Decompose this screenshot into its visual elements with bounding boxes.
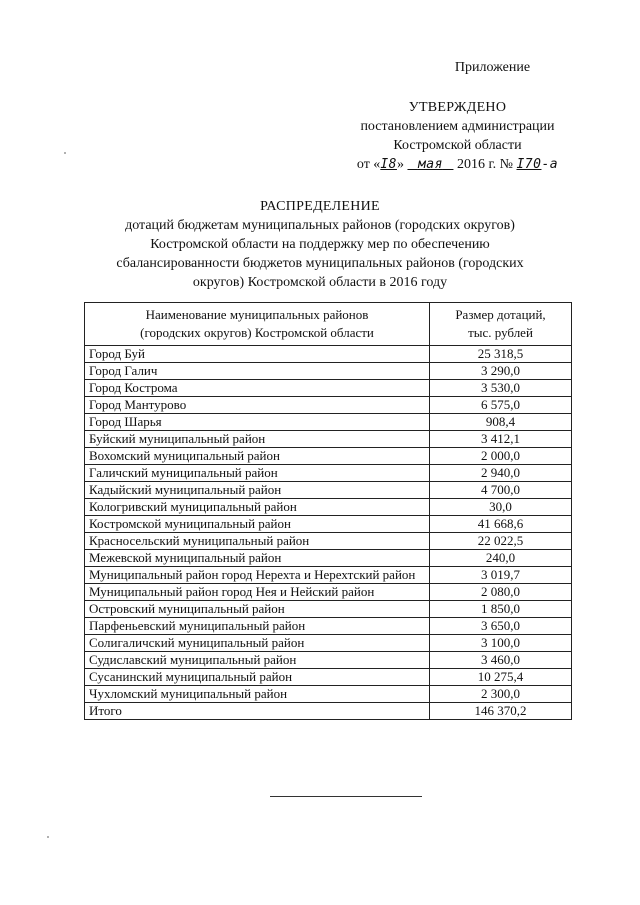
row-value: 2 300,0 [430, 686, 572, 703]
row-value: 3 530,0 [430, 380, 572, 397]
row-value: 3 019,7 [430, 567, 572, 584]
row-name: Город Мантурово [85, 397, 430, 414]
row-value: 3 650,0 [430, 618, 572, 635]
table-row [85, 431, 572, 448]
row-name: Муниципальный район город Нея и Нейский район [85, 584, 430, 601]
row-value: 2 000,0 [430, 448, 572, 465]
row-value: 3 460,0 [430, 652, 572, 669]
title-line-4: округов) Костромской области в 2016 году [192, 275, 448, 290]
title-heading: РАСПРЕДЕЛЕНИЕ [260, 199, 380, 214]
row-name: Город Галич [85, 363, 430, 380]
row-name: Межевской муниципальный район [85, 550, 430, 567]
table-row [85, 482, 572, 499]
row-value: 2 080,0 [430, 584, 572, 601]
title-line-2: Костромской области на поддержку мер по обеспечению [150, 237, 490, 252]
table-row [85, 363, 572, 380]
row-value: 30,0 [430, 499, 572, 516]
table-row [85, 516, 572, 533]
table-header-row [85, 303, 572, 346]
row-name: Вохомский муниципальный район [85, 448, 430, 465]
header-name-column [85, 303, 430, 346]
approved-heading: УТВЕРЖДЕНО [408, 100, 507, 115]
table-row [85, 550, 572, 567]
row-value: 6 575,0 [430, 397, 572, 414]
row-value: 3 290,0 [430, 363, 572, 380]
table-row [85, 397, 572, 414]
document-number-suffix: -а [541, 157, 559, 172]
date-month [407, 157, 453, 172]
table-row [85, 601, 572, 618]
row-name: Город Шарья [85, 414, 430, 431]
row-name: Островский муниципальный район [85, 601, 430, 618]
distribution-table [84, 302, 572, 720]
scan-speck [64, 152, 66, 154]
table-row [85, 635, 572, 652]
approval-line-2: Костромской области [393, 138, 522, 153]
header-value-line-1: Размер дотаций, [455, 307, 546, 322]
table-row [85, 652, 572, 669]
row-name: Костромской муниципальный район [85, 516, 430, 533]
row-name: Кадыйский муниципальный район [85, 482, 430, 499]
date-mid: » [396, 157, 408, 172]
date-day: I8 [380, 157, 397, 172]
table-row [85, 567, 572, 584]
appendix-label: Приложение [454, 60, 531, 75]
table-row [85, 618, 572, 635]
row-value: 22 022,5 [430, 533, 572, 550]
row-name: Чухломский муниципальный район [85, 686, 430, 703]
row-name: Муниципальный район город Нерехта и Нерехтский район [85, 567, 430, 584]
row-value: 1 850,0 [430, 601, 572, 618]
total-value: 146 370,2 [430, 703, 572, 720]
table-row [85, 499, 572, 516]
row-value: 4 700,0 [430, 482, 572, 499]
approval-line-1: постановлением администрации [360, 119, 555, 134]
row-name: Галичский муниципальный район [85, 465, 430, 482]
footer-rule [270, 796, 422, 797]
row-name: Парфеньевский муниципальный район [85, 618, 430, 635]
total-label: Итого [85, 703, 430, 720]
row-name: Город Буй [85, 346, 430, 363]
table-row [85, 448, 572, 465]
table-row [85, 584, 572, 601]
row-name: Кологривский муниципальный район [85, 499, 430, 516]
title-line-3: сбалансированности бюджетов муниципальных районов (городских [116, 256, 524, 271]
table-row [85, 380, 572, 397]
title-line-1: дотаций бюджетам муниципальных районов (городских округов) [125, 218, 515, 233]
scan-speck [47, 836, 49, 838]
row-value: 3 100,0 [430, 635, 572, 652]
row-name: Судиславский муниципальный район [85, 652, 430, 669]
row-value: 41 668,6 [430, 516, 572, 533]
document-title [90, 197, 550, 292]
table-total-row [85, 703, 572, 720]
table-row [85, 465, 572, 482]
row-value: 25 318,5 [430, 346, 572, 363]
header-value-column [430, 303, 572, 346]
row-name: Сусанинский муниципальный район [85, 669, 430, 686]
approval-date-line [330, 155, 585, 174]
table-row [85, 414, 572, 431]
row-value: 908,4 [430, 414, 572, 431]
table-row [85, 686, 572, 703]
approval-block [330, 58, 585, 174]
row-value: 10 275,4 [430, 669, 572, 686]
row-name: Солигаличский муниципальный район [85, 635, 430, 652]
header-name-line-1: Наименование муниципальных районов [145, 307, 369, 322]
date-prefix: от « [356, 157, 381, 172]
row-name: Буйский муниципальный район [85, 431, 430, 448]
row-name: Красносельский муниципальный район [85, 533, 430, 550]
row-value: 240,0 [430, 550, 572, 567]
table-row [85, 533, 572, 550]
row-name: Город Кострома [85, 380, 430, 397]
row-value: 3 412,1 [430, 431, 572, 448]
row-value: 2 940,0 [430, 465, 572, 482]
header-value-line-2: тыс. рублей [468, 325, 533, 340]
header-name-line-2: (городских округов) Костромской области [140, 325, 374, 340]
date-month-text: мая [417, 157, 443, 172]
table-row [85, 346, 572, 363]
document-number: I70 [516, 157, 542, 172]
date-year: 2016 г. № [456, 157, 513, 172]
table-row [85, 669, 572, 686]
